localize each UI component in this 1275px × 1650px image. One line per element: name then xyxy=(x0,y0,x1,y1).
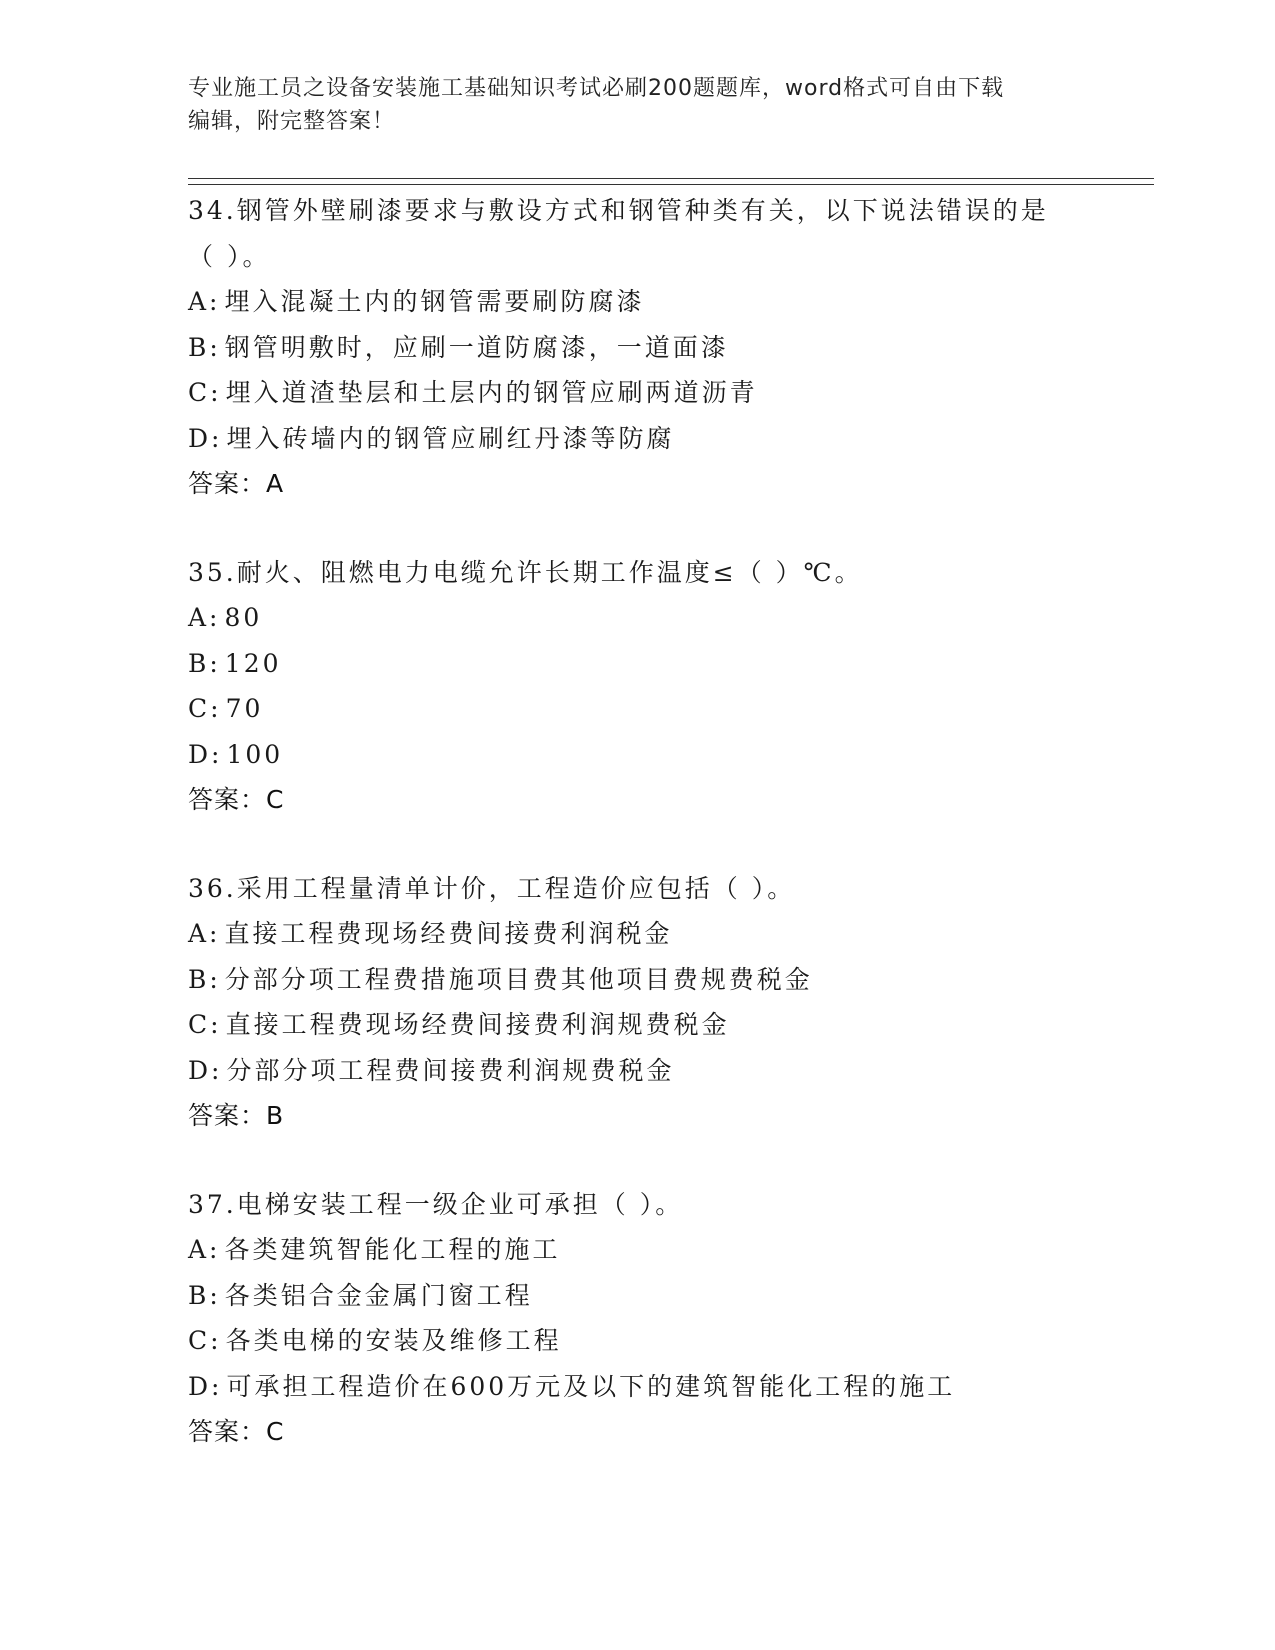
question-stem-line: 35.耐火、阻燃电力电缆允许长期工作温度≤（ ）℃。 xyxy=(188,557,863,587)
option-text: 各类电梯的安装及维修工程 xyxy=(225,1326,562,1355)
option-text: 80 xyxy=(224,603,263,632)
option-key: A: xyxy=(188,919,221,948)
option-text: 可承担工程造价在600万元及以下的建筑智能化工程的施工 xyxy=(226,1371,956,1401)
option-text: 直接工程费现场经费间接费利润规费税金 xyxy=(225,1010,730,1039)
option-d xyxy=(188,1048,1088,1094)
question-stem xyxy=(188,1182,1088,1228)
option-key: A: xyxy=(188,1235,221,1264)
question-35 xyxy=(188,550,1088,823)
option-c xyxy=(188,370,1088,416)
option-text: 埋入砖墙内的钢管应刷红丹漆等防腐 xyxy=(226,423,675,453)
answer-line: 答案：C xyxy=(188,785,285,814)
header-line-1: 专业施工员之设备安装施工基础知识考试必刷200题题库，word格式可自由下载 xyxy=(188,76,1005,101)
question-stem xyxy=(188,866,1088,912)
answer-line: 答案：C xyxy=(188,1417,285,1446)
option-key: C: xyxy=(188,1010,222,1039)
option-text: 分部分项工程费措施项目费其他项目费规费税金 xyxy=(224,964,813,994)
option-text: 120 xyxy=(224,648,282,678)
header-line-2: 编辑，附完整答案！ xyxy=(188,109,396,134)
option-a xyxy=(188,911,1088,957)
question-stem-line: 37.电梯安装工程一级企业可承担（ ）。 xyxy=(188,1189,684,1219)
option-key: D: xyxy=(188,1055,223,1085)
option-key: A: xyxy=(188,287,221,316)
question-list xyxy=(188,188,1088,1498)
option-text: 各类建筑智能化工程的施工 xyxy=(224,1235,561,1264)
option-b xyxy=(188,641,1088,687)
option-text: 各类铝合金金属门窗工程 xyxy=(224,1280,533,1310)
question-34 xyxy=(188,188,1088,507)
option-key: B: xyxy=(188,332,221,362)
question-36 xyxy=(188,866,1088,1139)
option-text: 70 xyxy=(225,694,264,723)
option-b xyxy=(188,957,1088,1003)
answer-line: 答案：B xyxy=(188,1101,285,1130)
option-a xyxy=(188,279,1088,325)
question-37 xyxy=(188,1182,1088,1455)
option-key: C: xyxy=(188,694,222,723)
option-b xyxy=(188,1273,1088,1319)
option-d xyxy=(188,416,1088,462)
option-d xyxy=(188,1364,1088,1410)
option-c xyxy=(188,686,1088,732)
option-text: 100 xyxy=(226,739,284,769)
option-key: B: xyxy=(188,1280,221,1310)
question-stem-line: 34.钢管外壁刷漆要求与敷设方式和钢管种类有关，以下说法错误的是 xyxy=(188,196,1049,225)
option-c xyxy=(188,1002,1088,1048)
question-stem xyxy=(188,188,1088,279)
question-stem xyxy=(188,550,1088,596)
option-c xyxy=(188,1318,1088,1364)
question-stem-line: （ ）。 xyxy=(188,241,271,271)
option-text: 分部分项工程费间接费利润规费税金 xyxy=(226,1055,675,1085)
option-text: 钢管明敷时，应刷一道防腐漆，一道面漆 xyxy=(224,332,729,362)
option-text: 埋入道渣垫层和土层内的钢管应刷两道沥青 xyxy=(225,378,758,407)
option-key: A: xyxy=(188,603,221,632)
header-rule-bottom xyxy=(188,184,1154,185)
option-key: B: xyxy=(188,964,221,994)
question-stem-line: 36.采用工程量清单计价，工程造价应包括（ ）。 xyxy=(188,873,796,903)
option-key: D: xyxy=(188,423,223,453)
header-rule-top xyxy=(188,178,1154,179)
option-text: 埋入混凝土内的钢管需要刷防腐漆 xyxy=(224,287,645,316)
option-a xyxy=(188,595,1088,641)
option-key: C: xyxy=(188,1326,222,1355)
option-key: D: xyxy=(188,739,223,769)
document-header xyxy=(188,72,1088,138)
option-d xyxy=(188,732,1088,778)
option-key: B: xyxy=(188,648,221,678)
option-key: C: xyxy=(188,378,222,407)
option-a xyxy=(188,1227,1088,1273)
option-text: 直接工程费现场经费间接费利润税金 xyxy=(224,919,673,948)
option-b xyxy=(188,325,1088,371)
answer-line: 答案：A xyxy=(188,469,285,498)
option-key: D: xyxy=(188,1371,223,1401)
